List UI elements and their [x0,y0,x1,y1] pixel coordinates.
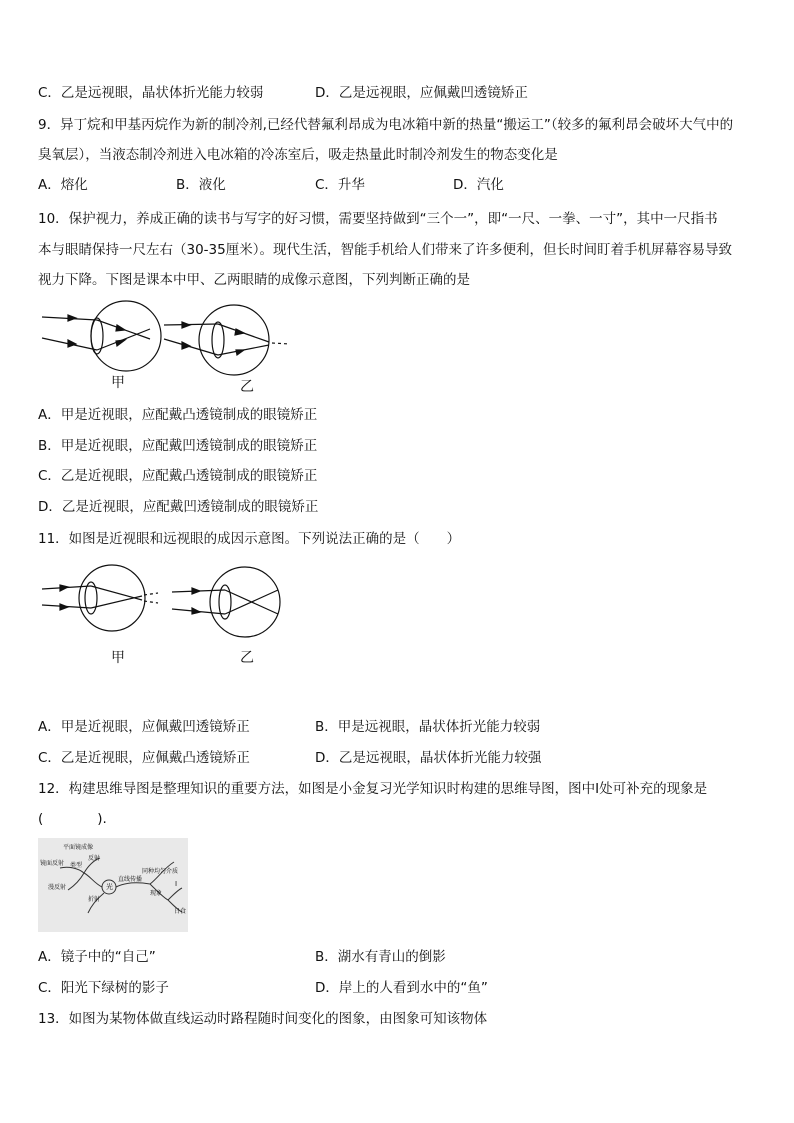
q12-map-refract: 折射 [88,896,101,903]
q10-stem-line3: 视力下降。下图是课本中甲、乙两眼睛的成像示意图，下列判断正确的是 [38,272,470,288]
q11-figure-label-b: 乙 [240,650,254,666]
q12-map-phenomena: 现象 [150,890,163,897]
q11-option-d: D．乙是远视眼，晶状体折光能力较强 [315,750,542,766]
q13-stem: 13．如图为某物体做直线运动时路程随时间变化的图象，由图象可知该物体 [38,1011,488,1027]
q10-option-a: A．甲是近视眼，应配戴凸透镜制成的眼镜矫正 [38,407,318,423]
q10-stem-line1: 10．保护视力，养成正确的读书与写字的好习惯，需要坚持做到“三个一”，即“一尺、一拳、一寸”，其中一尺指书 [38,211,718,227]
q10-eye-figure [38,300,308,396]
q8-option-d: D．乙是远视眼，应佩戴凹透镜矫正 [315,85,528,101]
q10-option-c: C．乙是近视眼，应配戴凸透镜制成的眼镜矫正 [38,468,318,484]
q12-mind-map [38,838,188,932]
q12-stem-line2: ( ). [38,811,107,827]
q12-map-reflect: 反射 [88,855,101,862]
q9-option-c: C．升华 [315,177,365,193]
q9-stem-line1: 9．异丁烷和甲基丙烷作为新的制冷剂,已经代替氟利昂成为电冰箱中新的热量“搬运工”（较多的氟利昂会破坏大气中的 [38,117,734,133]
q11-eye-b [172,567,280,637]
q12-option-b: B．湖水有青山的倒影 [315,949,446,965]
q10-figure-label-b: 乙 [240,379,254,395]
q12-map-eclipse: 日食 [174,908,187,915]
q11-option-a: A．甲是近视眼，应佩戴凹透镜矫正 [38,719,250,735]
q12-option-d: D．岸上的人看到水中的“鱼” [315,980,488,996]
q9-stem-line2: 臭氧层），当液态制冷剂进入电冰箱的冷冻室后，吸走热量此时制冷剂发生的物态变化是 [38,147,558,163]
q8-option-c: C．乙是远视眼，晶状体折光能力较弱 [38,85,264,101]
q12-map-center: 光 [106,883,113,891]
q11-eye-a [42,565,158,631]
q9-option-d: D．汽化 [453,177,504,193]
q10-figure-label-a: 甲 [111,375,125,391]
q10-option-b: B．甲是近视眼，应配戴凹透镜制成的眼镜矫正 [38,438,318,454]
q12-option-a: A．镜子中的“自己” [38,949,156,965]
q12-map-roman-one: Ⅰ [175,880,178,888]
q11-figure-label-a: 甲 [111,650,125,666]
q12-option-c: C．阳光下绿树的影子 [38,980,169,996]
q11-eye-figure [38,562,288,642]
q11-option-c: C．乙是近视眼，应佩戴凸透镜矫正 [38,750,250,766]
q10-eye-a [42,301,161,371]
q12-map-mirror: 镜面反射 [40,860,65,867]
q11-stem: 11．如图是近视眼和远视眼的成因示意图。下列说法正确的是（ ） [38,531,461,547]
q10-stem-line2: 本与眼睛保持一尺左右（30-35厘米）。现代生活，智能手机给人们带来了许多便利，但长时间盯着手机屏幕容易导致 [38,242,732,258]
q12-map-straight: 直线传播 [118,876,143,883]
q9-option-b: B．液化 [176,177,226,193]
q12-stem-line1: 12．构建思维导图是整理知识的重要方法，如图是小金复习光学知识时构建的思维导图，图中Ⅰ处可补充的现象是 [38,781,708,797]
q12-map-planar: 平面镜成像 [63,844,94,851]
q9-option-a: A．熔化 [38,177,88,193]
q12-map-types: 类型 [70,862,83,869]
q12-map-medium: 同种均匀介质 [142,868,179,875]
q10-option-d: D．乙是近视眼，应配戴凹透镜制成的眼镜矫正 [38,499,319,515]
q10-eye-b [164,305,290,375]
q11-option-b: B．甲是远视眼，晶状体折光能力较弱 [315,719,541,735]
q12-map-diffuse: 漫反射 [48,884,67,891]
